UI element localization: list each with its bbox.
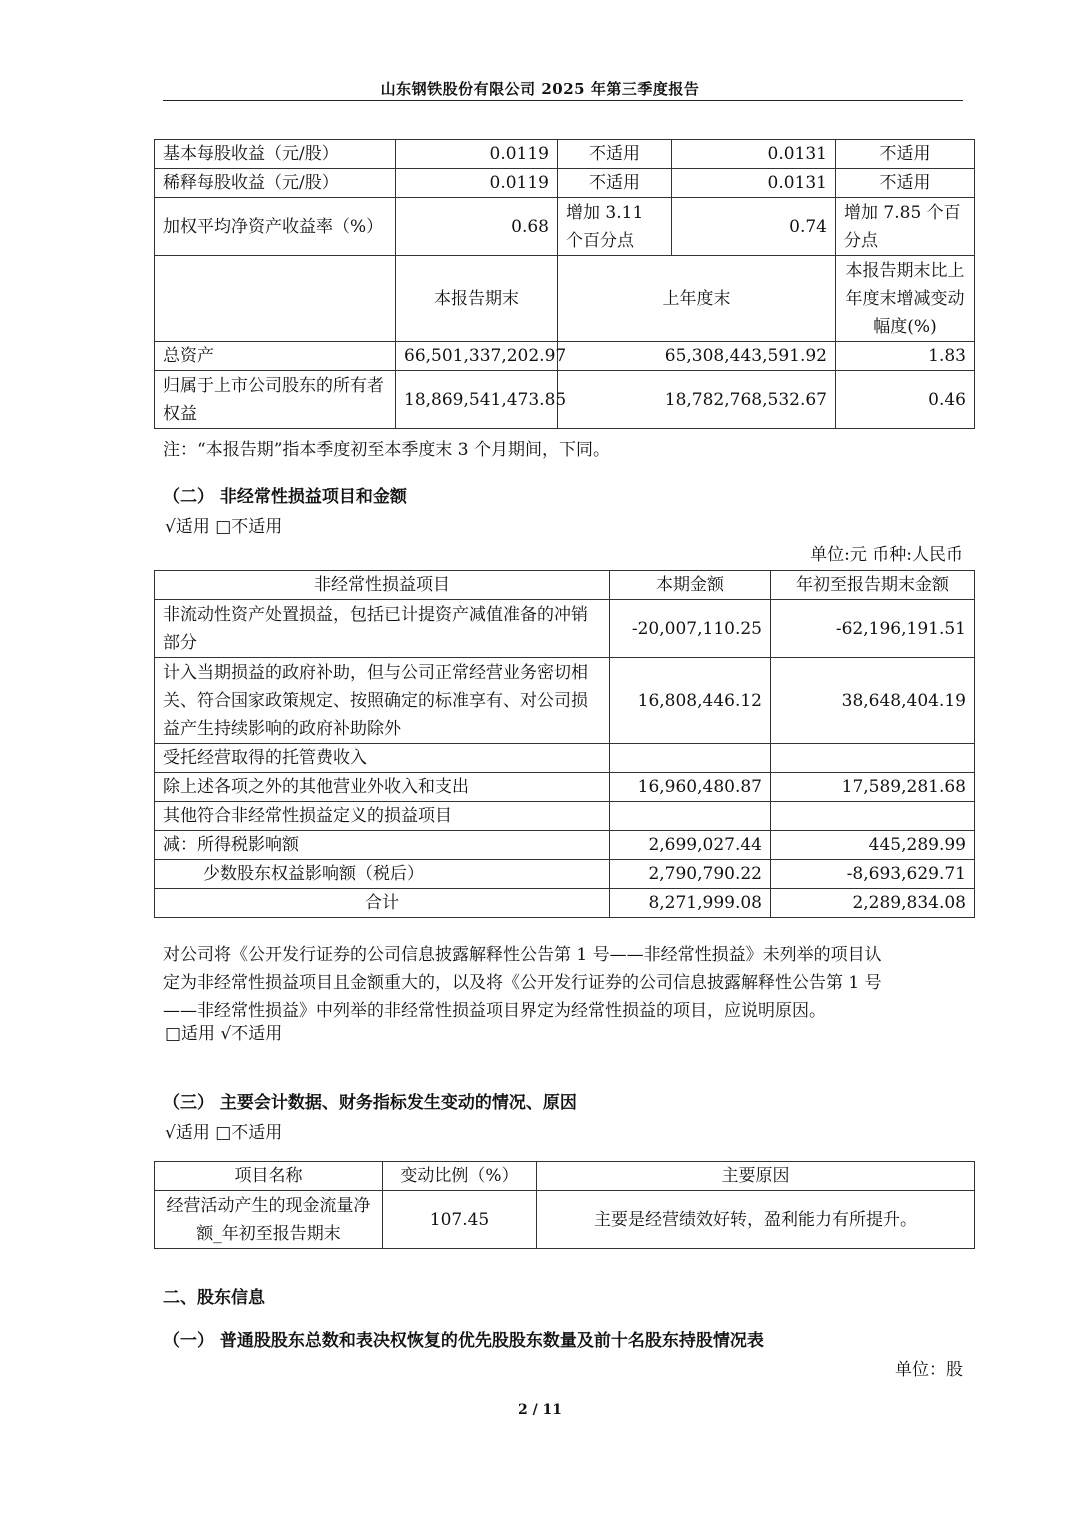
column-header: 非经常性损益项目 [155, 571, 610, 600]
ytd-amount: 2,289,834.08 [771, 889, 975, 918]
row-label: 归属于上市公司股东的所有者权益 [155, 371, 396, 429]
header-divider [163, 100, 963, 101]
cell-value: 0.46 [836, 371, 975, 429]
main-reason: 主要是经营绩效好转，盈利能力有所提升。 [537, 1191, 975, 1249]
current-amount: 2,699,027.44 [610, 831, 771, 860]
column-header: 本报告期末比上年度末增减变动幅度(%) [836, 256, 975, 342]
ytd-amount: 445,289.99 [771, 831, 975, 860]
subsection-title-shareholders: （一） 普通股股东总数和表决权恢复的优先股股东数量及前十名股东持股情况表 [163, 1331, 764, 1351]
item-label: 合计 [155, 889, 610, 918]
table-row [155, 198, 975, 256]
current-amount [610, 744, 771, 773]
cell-value: 增加 3.11 个百分点 [558, 198, 672, 256]
explanation-paragraph-line: 对公司将《公开发行证券的公司信息披露解释性公告第 1 号——非经常性损益》未列举的项目认 [163, 945, 882, 965]
item-label: 除上述各项之外的其他营业外收入和支出 [155, 773, 610, 802]
row-label: 稀释每股收益（元/股） [155, 169, 396, 198]
applicable-checkbox-status: √适用 □不适用 [165, 517, 283, 537]
cell-value: 不适用 [558, 169, 672, 198]
cell-value: 0.74 [672, 198, 836, 256]
change-ratio: 107.45 [383, 1191, 537, 1249]
ytd-amount: 38,648,404.19 [771, 658, 975, 744]
ytd-amount: -62,196,191.51 [771, 600, 975, 658]
cell-value: 增加 7.85 个百分点 [836, 198, 975, 256]
column-header: 本期金额 [610, 571, 771, 600]
explanation-paragraph-line: ——非经常性损益》中列举的非经常性损益项目界定为经常性损益的项目，应说明原因。 [163, 1001, 826, 1021]
item-label: 其他符合非经常性损益定义的损益项目 [155, 802, 610, 831]
empty-cell [155, 256, 396, 342]
share-unit-label: 单位：股 [895, 1360, 963, 1380]
ytd-amount: 17,589,281.68 [771, 773, 975, 802]
cell-value: 18,782,768,532.67 [558, 371, 836, 429]
table-row [155, 600, 975, 658]
table-row [155, 342, 975, 371]
table-row [155, 658, 975, 744]
table-row [155, 140, 975, 169]
table-subheader-row [155, 256, 975, 342]
applicable-checkbox-status: □适用 √不适用 [165, 1024, 283, 1044]
cell-value: 不适用 [558, 140, 672, 169]
column-header: 主要原因 [537, 1162, 975, 1191]
table-row [155, 831, 975, 860]
column-header: 年初至报告期末金额 [771, 571, 975, 600]
ytd-amount: -8,693,629.71 [771, 860, 975, 889]
cell-value: 0.0119 [396, 140, 558, 169]
table-total-row [155, 889, 975, 918]
item-label: 计入当期损益的政府补助，但与公司正常经营业务密切相关、符合国家政策规定、按照确定的标准享有、对公司损益产生持续影响的政府补助除外 [155, 658, 610, 744]
table-row [155, 860, 975, 889]
table-row [155, 169, 975, 198]
row-label: 基本每股收益（元/股） [155, 140, 396, 169]
cell-value: 1.83 [836, 342, 975, 371]
current-amount: 8,271,999.08 [610, 889, 771, 918]
item-label: 经营活动产生的现金流量净额_年初至报告期末 [155, 1191, 383, 1249]
item-label: 非流动性资产处置损益，包括已计提资产减值准备的冲销部分 [155, 600, 610, 658]
table-row [155, 773, 975, 802]
table-row [155, 371, 975, 429]
item-label: 少数股东权益影响额（税后） [155, 860, 610, 889]
report-period-note: 注：“本报告期”指本季度初至本季度末 3 个月期间，下同。 [163, 440, 611, 460]
table-header-row [155, 1162, 975, 1191]
current-amount: -20,007,110.25 [610, 600, 771, 658]
cell-value: 0.0131 [672, 140, 836, 169]
cell-value: 0.0131 [672, 169, 836, 198]
page-number: 2 / 11 [517, 1402, 563, 1418]
table-header-row [155, 571, 975, 600]
column-header: 变动比例（%） [383, 1162, 537, 1191]
part-title-shareholders: 二、股东信息 [163, 1288, 265, 1308]
financial-indicators-table [154, 139, 975, 429]
table-row [155, 802, 975, 831]
column-header: 项目名称 [155, 1162, 383, 1191]
section-title-non-recurring: （二） 非经常性损益项目和金额 [163, 487, 407, 507]
currency-unit-label: 单位:元 币种:人民币 [810, 545, 963, 565]
cell-value: 不适用 [836, 140, 975, 169]
item-label: 受托经营取得的托管费收入 [155, 744, 610, 773]
row-label: 总资产 [155, 342, 396, 371]
column-header: 上年度末 [558, 256, 836, 342]
table-row [155, 1191, 975, 1249]
cell-value: 0.0119 [396, 169, 558, 198]
cell-value: 不适用 [836, 169, 975, 198]
cell-value: 0.68 [396, 198, 558, 256]
page-header-title: 山东钢铁股份有限公司 2025 年第三季度报告 [380, 80, 700, 98]
table-row [155, 744, 975, 773]
cell-value: 66,501,337,202.97 [396, 342, 558, 371]
ytd-amount [771, 802, 975, 831]
changes-reasons-table [154, 1161, 975, 1249]
applicable-checkbox-status: √适用 □不适用 [165, 1123, 283, 1143]
current-amount: 2,790,790.22 [610, 860, 771, 889]
non-recurring-items-table [154, 570, 975, 918]
column-header: 本报告期末 [396, 256, 558, 342]
item-label: 减：所得税影响额 [155, 831, 610, 860]
cell-value: 65,308,443,591.92 [558, 342, 836, 371]
ytd-amount [771, 744, 975, 773]
row-label: 加权平均净资产收益率（%） [155, 198, 396, 256]
explanation-paragraph-line: 定为非经常性损益项目且金额重大的，以及将《公开发行证券的公司信息披露解释性公告第 1 号 [163, 973, 882, 993]
current-amount: 16,808,446.12 [610, 658, 771, 744]
section-title-changes: （三） 主要会计数据、财务指标发生变动的情况、原因 [163, 1093, 577, 1113]
cell-value: 18,869,541,473.85 [396, 371, 558, 429]
current-amount: 16,960,480.87 [610, 773, 771, 802]
current-amount [610, 802, 771, 831]
